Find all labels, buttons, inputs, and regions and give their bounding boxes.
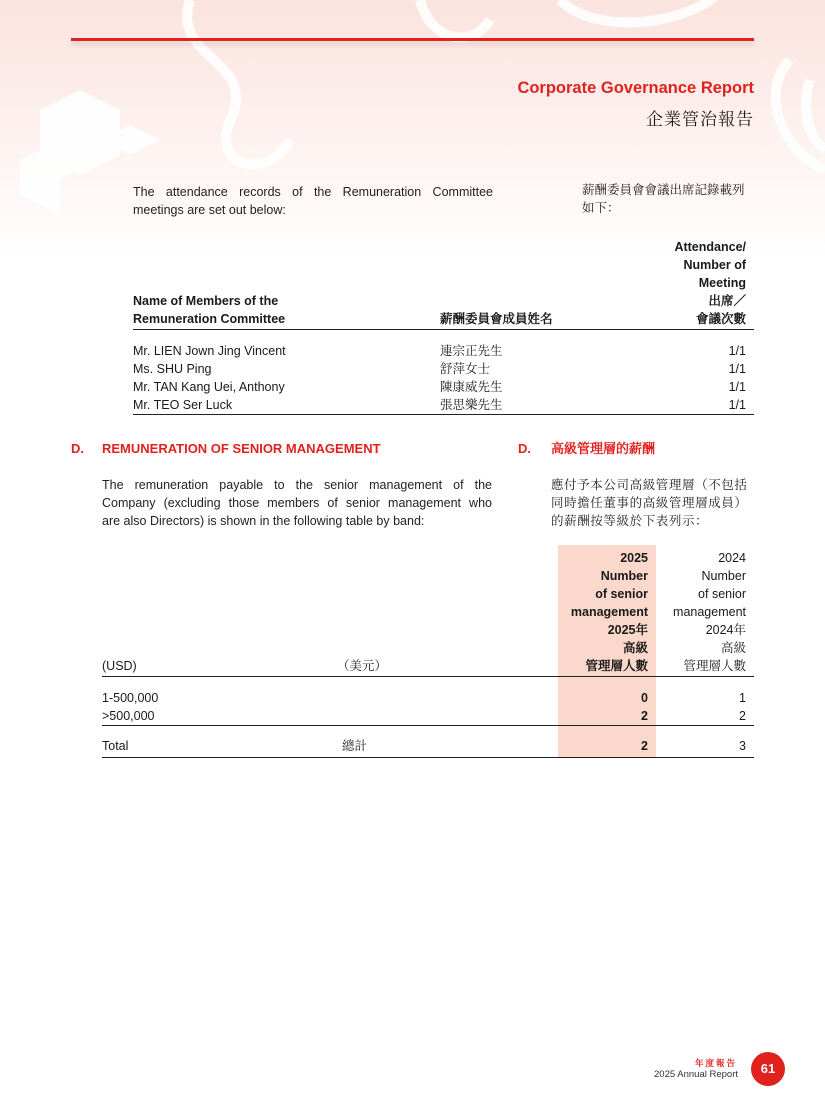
- att-header-name-en: Name of Members of the Remuneration Committee: [133, 294, 286, 326]
- att-header-attendance: Attendance/ Number of Meeting 出席／ 會議次數: [674, 240, 746, 326]
- att-row-name-zh: 陳康威先生: [440, 380, 503, 394]
- section-d-body-zh: 應付予本公司高級管理層（不包括 同時擔任董事的高級管理層成員） 的薪酬按等級於下表列示：: [551, 478, 748, 528]
- attendance-intro-en: The attendance records of the Remuneration Committee meetings are set out below:: [133, 185, 493, 217]
- att-row-attendance: 1/1: [728, 398, 746, 412]
- footer-report-en: 2025 Annual Report: [654, 1069, 738, 1080]
- att-row-name-zh: 張思樂先生: [440, 398, 503, 412]
- header-title-en: Corporate Governance Report: [517, 79, 754, 97]
- band-total-2025: 2: [641, 739, 648, 753]
- band-row-2025: 2: [641, 709, 648, 723]
- att-row-name-zh: 舒萍女士: [440, 362, 491, 376]
- att-row-name-zh: 連宗正先生: [440, 344, 503, 358]
- att-row-name-en: Mr. TAN Kang Uei, Anthony: [133, 380, 285, 394]
- band-currency-zh: （美元）: [337, 659, 388, 673]
- section-d-letter-en: D.: [71, 441, 84, 456]
- footer-report-zh: 年度報告: [694, 1058, 737, 1068]
- att-bottom-rule: [133, 414, 754, 415]
- band-header-rule: [102, 676, 754, 677]
- band-header-2024: 2024 Number of senior management 2024年 高級 管理層人數: [673, 551, 746, 673]
- band-currency-en: (USD): [102, 659, 137, 673]
- band-subtotal-rule: [102, 725, 754, 726]
- attendance-intro-zh: 薪酬委員會會議出席記錄載列 如下：: [582, 183, 745, 215]
- band-row-2024: 1: [739, 691, 746, 705]
- band-row-label: 1-500,000: [102, 691, 159, 705]
- band-bottom-rule: [102, 757, 754, 758]
- band-row-2024: 2: [739, 709, 746, 723]
- att-row-attendance: 1/1: [728, 344, 746, 358]
- att-row-name-en: Mr. LIEN Jown Jing Vincent: [133, 344, 286, 358]
- band-total-label-zh: 總計: [342, 739, 368, 753]
- page-number-badge: 61: [751, 1052, 785, 1086]
- att-row-name-en: Mr. TEO Ser Luck: [133, 398, 233, 412]
- header-title-zh: 企業管治報告: [646, 110, 754, 129]
- section-d-letter-zh: D.: [518, 441, 531, 456]
- band-row-2025: 0: [641, 691, 648, 705]
- att-header-name-zh: 薪酬委員會成員姓名: [440, 312, 553, 326]
- section-d-body-en: The remuneration payable to the senior management of the Company (excluding those members of senior management who are also Directors) is shown in the following table by band:: [102, 478, 492, 528]
- section-d-title-zh: 高級管理層的薪酬: [551, 441, 656, 456]
- header-rule: [71, 38, 754, 41]
- section-d-title-en: REMUNERATION OF SENIOR MANAGEMENT: [102, 441, 381, 456]
- att-row-attendance: 1/1: [728, 380, 746, 394]
- att-row-attendance: 1/1: [728, 362, 746, 376]
- band-total-label-en: Total: [102, 739, 129, 753]
- band-header-2025: 2025 Number of senior management 2025年 高級 管理層人數: [570, 551, 648, 673]
- band-row-label: >500,000: [102, 709, 155, 723]
- band-total-2024: 3: [739, 739, 746, 753]
- att-header-rule: [133, 329, 754, 330]
- att-row-name-en: Ms. SHU Ping: [133, 362, 212, 376]
